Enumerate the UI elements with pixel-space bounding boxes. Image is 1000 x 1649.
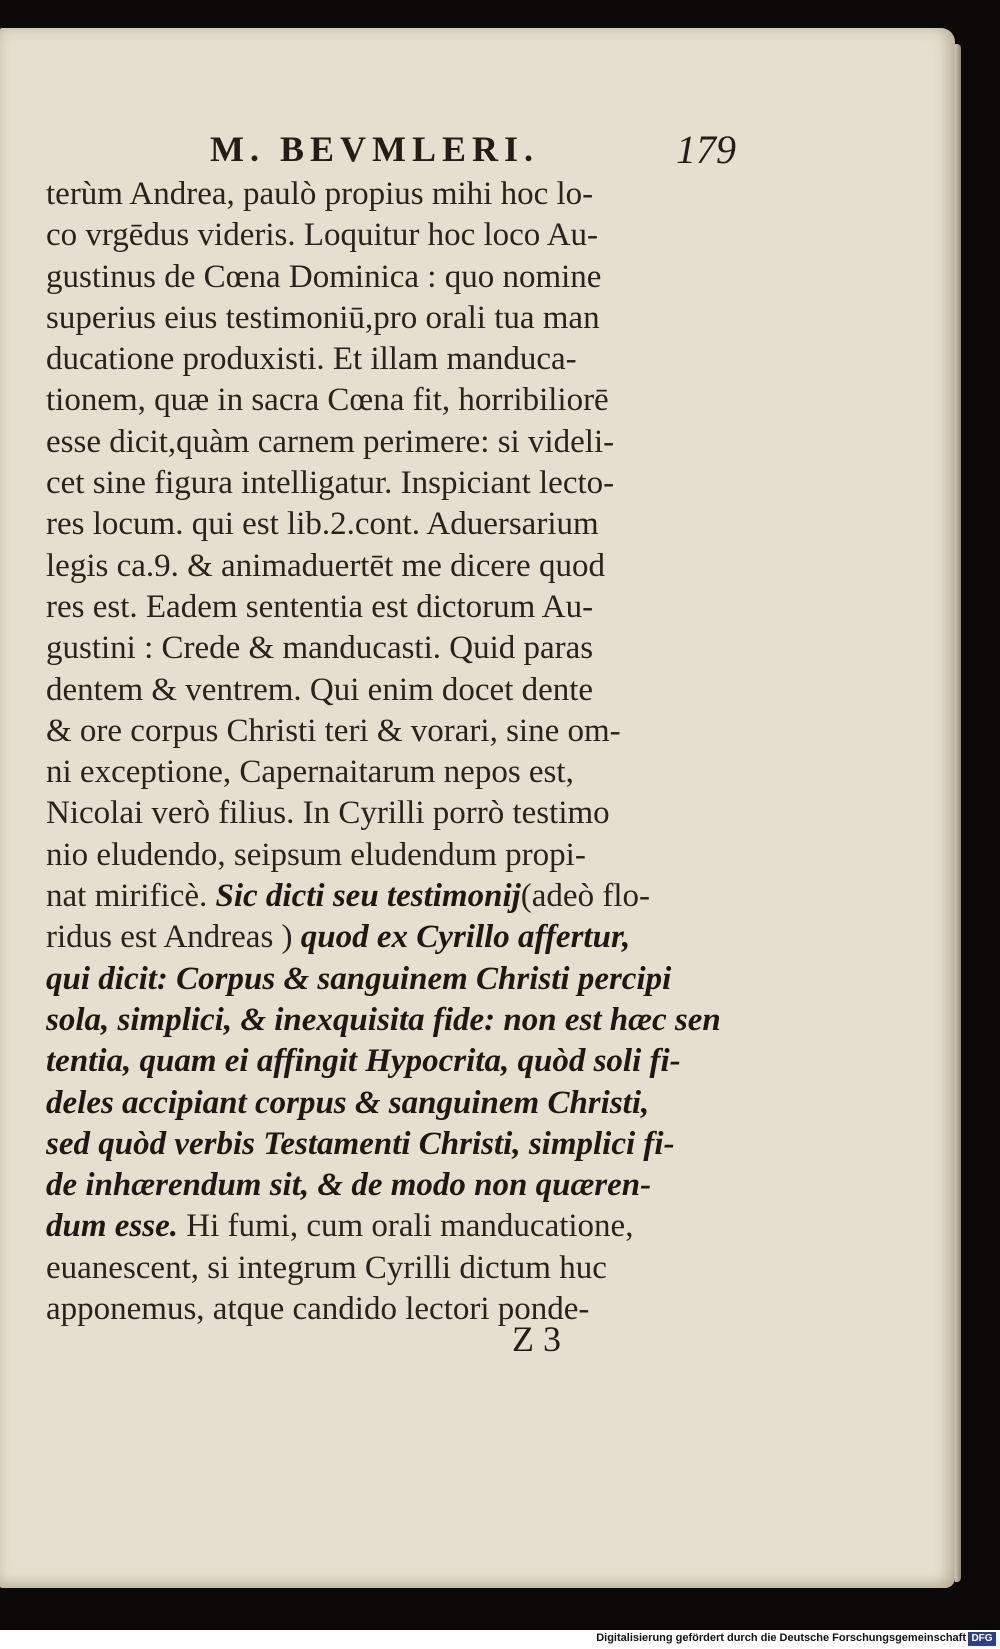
italic-line: deles accipiant corpus & sanguinem Christi, xyxy=(46,1084,650,1121)
text-line: legis ca.9. & animaduertēt me dicere quod xyxy=(46,547,605,584)
body-text xyxy=(46,174,726,1330)
text-line: terùm Andrea, paulò propius mihi hoc lo- xyxy=(46,176,594,212)
italic-line: qui dicit: Corpus & sanguinem Christi percipi xyxy=(46,960,672,997)
running-head: M. BEVMLERI. xyxy=(210,129,540,169)
signature-mark: Z 3 xyxy=(512,1319,561,1359)
italic-line: tentia, quam ei affingit Hypocrita, quòd soli fi- xyxy=(46,1043,681,1080)
text-line: ridus est Andreas ) quod ex Cyrillo affertur, xyxy=(46,919,631,956)
text-line: tionem, quæ in sacra Cœna fit, horribiliorē xyxy=(46,382,609,419)
italic-line: de inhærendum sit, & de modo non quæren- xyxy=(46,1167,652,1204)
text-line: esse dicit,quàm carnem perimere: si videli- xyxy=(46,423,615,460)
text-line: gustini : Crede & manducasti. Quid paras xyxy=(46,630,594,667)
text-line: gustinus de Cœna Dominica : quo nomine xyxy=(46,258,602,295)
italic-line: sola, simplici, & inexquisita fide: non est hæc sen xyxy=(46,1001,721,1038)
italic-quotation: quod ex Cyrillo affertur, xyxy=(300,919,631,956)
funding-credit: Digitalisierung gefördert durch die Deutsche Forschungsgemeinschaft xyxy=(596,1632,966,1644)
text-line: ducatione produxisti. Et illam manduca- xyxy=(46,341,577,378)
text-line: euanescent, si integrum Cyrilli dictum huc xyxy=(46,1249,607,1286)
text-line: & ore corpus Christi teri & vorari, sine om- xyxy=(46,712,621,749)
page-number: 179 xyxy=(676,127,736,172)
text-line: res locum. qui est lib.2.cont. Aduersarium xyxy=(46,506,599,543)
text-line: dum esse. Hi fumi, cum orali manducatione, xyxy=(46,1208,634,1245)
page-fore-edge xyxy=(955,44,961,1582)
text-line: dentem & ventrem. Qui enim docet dente xyxy=(46,671,594,708)
italic-quotation: Sic dicti seu testimonij xyxy=(215,878,521,915)
dfg-logo: DFG xyxy=(968,1632,996,1646)
text-line: res est. Eadem sententia est dictorum Au- xyxy=(46,588,594,625)
text-line: Nicolai verò filius. In Cyrilli porrò testimo xyxy=(46,795,610,832)
italic-line: sed quòd verbis Testamenti Christi, simplici fi- xyxy=(46,1125,675,1162)
text-line: cet sine figura intelligatur. Inspiciant lecto- xyxy=(46,465,615,502)
text-line: apponemus, atque candido lectori ponde- xyxy=(46,1291,590,1328)
text-line: nat mirificè. Sic dicti seu testimonij(adeò flo- xyxy=(46,878,650,915)
text-line: co vrgēdus videris. Loquitur hoc loco Au- xyxy=(46,217,599,254)
text-line: ni exceptione, Capernaitarum nepos est, xyxy=(46,754,574,791)
text-line: nio eludendo, seipsum eludendum propi- xyxy=(46,836,586,873)
text-line: superius eius testimoniū,pro orali tua man xyxy=(46,299,600,336)
